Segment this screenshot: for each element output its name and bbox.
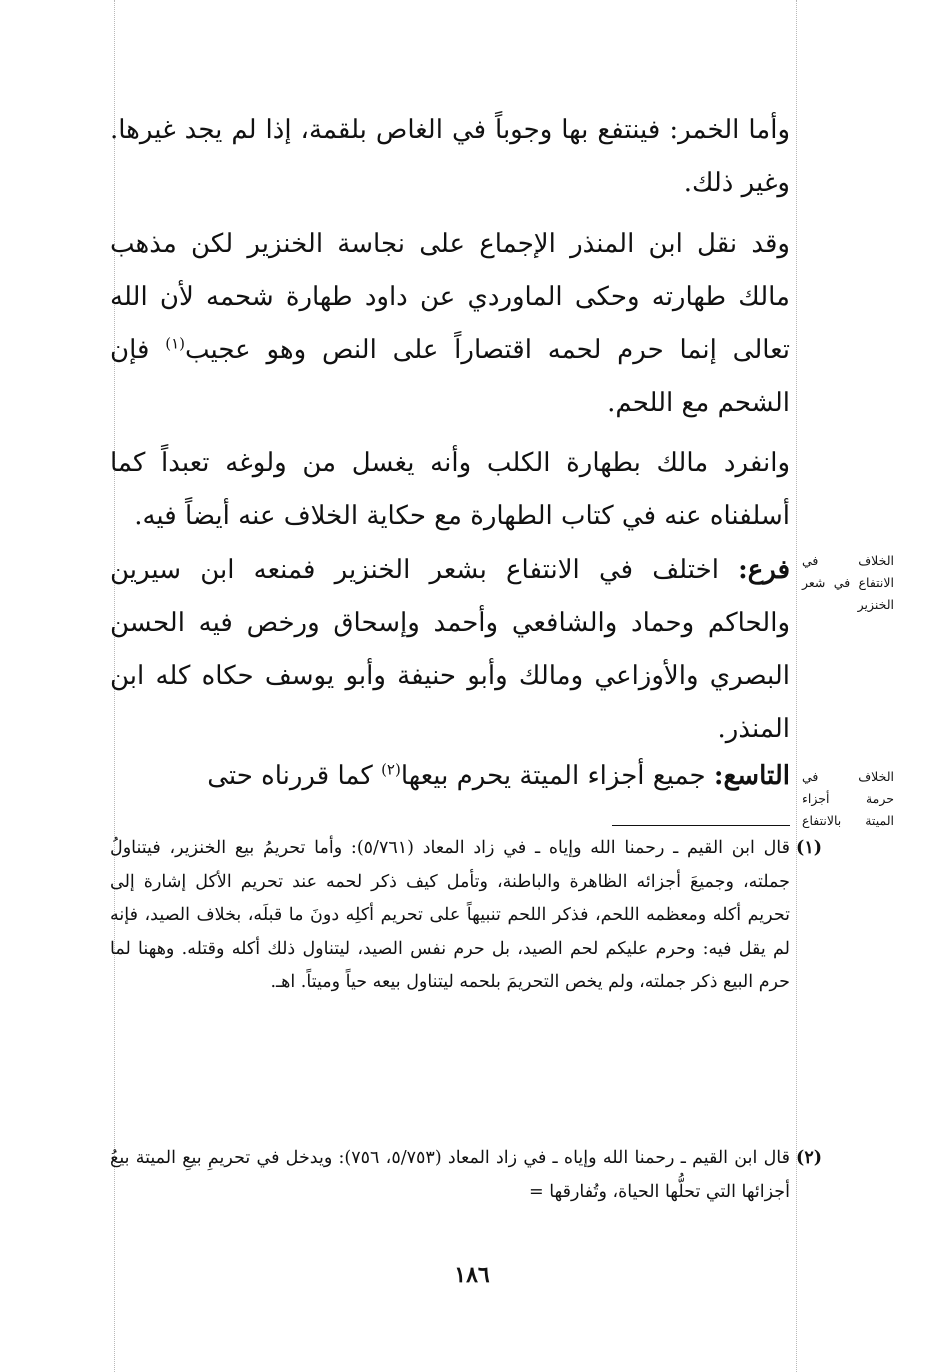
paragraph-ninth (110, 750, 790, 803)
paragraph-far-pig-hair (110, 544, 790, 756)
footnote-number: (١) (796, 838, 822, 858)
margin-note-line: الميتة بالانتفاع (802, 813, 894, 828)
margin-note-line: الخنزير (857, 597, 894, 612)
footnote-ref-2[interactable]: (٢) (381, 760, 401, 779)
paragraph-lead: التاسع: (713, 761, 790, 791)
footnote-1 (110, 832, 822, 1000)
margin-note-line: الخلاف في (802, 769, 894, 784)
footnote-ref-1[interactable]: (١) (165, 334, 186, 353)
paragraph-text (110, 750, 790, 803)
margin-note-pig-hair (802, 550, 894, 616)
paragraph-text: وانفرد مالك بطهارة الكلب وأنه يغسل من ولوغه تعبداً كما أسلفناه عنه في كتاب الطهارة مع حكاية الخلاف عنه أيضاً فيه. (110, 448, 790, 531)
margin-note-line: الانتفاع في شعر (802, 575, 894, 590)
paragraph-text (110, 544, 790, 756)
paragraph-text-before: وقد نقل ابن المنذر الإجماع على نجاسة الخنزير لكن مذهب مالك طهارته وحكى الماوردي عن داود طهارة شحمه لأن الله تعالى إنما حرم لحمه اقتصاراً على النص وهو عجيب (110, 229, 790, 365)
paragraph-body: اختلف في الانتفاع بشعر الخنزير فمنعه ابن سيرين والحاكم وحماد والشافعي وأحمد وإسحاق ورخص فيه الحسن البصري والأوزاعي ومالك وأبو حنيفة وأبو يوسف حكاه كله ابن المنذر. (110, 555, 791, 744)
footnote-text: قال ابن القيم ـ رحمنا الله وإياه ـ في زاد المعاد (٥/٧٦١): وأما تحريمُ بيع الخنزير، فيتناولُ جملته، وجميعَ أجزائه الظاهرة والباطنة، وتأمل كيف ذكر لحمه عند تحريم الأكل إشارة إلى تحريم أكله ومعظمه اللحم، فذكر اللحم تنبيهاً على تحريم أكلِه دونَ ما قبلَه، بخلاف الصيد، فإنه لم يقل فيه: وحرم عليكم لحم الصيد، بل حرم نفس الصيد، ليتناول ذلك أكله وقتله. وههنا لما حرم البيع ذكر جملته، ولم يخص التحريمَ بلحمه ليتناول بيعه حياً وميتاً. اهـ. (110, 838, 791, 992)
footnote-2 (110, 1142, 822, 1209)
paragraph-text-after: كما قررناه حتى (207, 761, 382, 791)
paragraph-text-after: فإن الشحم مع اللحم. (110, 335, 790, 418)
footnote-text: قال ابن القيم ـ رحمنا الله وإياه ـ في زاد المعاد (٥/٧٥٣، ٧٥٦): ويدخل في تحريمِ بيعِ الميتة بيعُ أجزائها التي تحلُّها الحياة، وتُفارقها = (110, 1148, 790, 1202)
paragraph-text (110, 218, 790, 430)
footnote-number: (٢) (796, 1148, 822, 1168)
paragraph-text: وأما الخمر: فينتفع بها وجوباً في الغاص بلقمة، إذا لم يجد غيرها. وغير ذلك. (110, 115, 790, 198)
paragraph-ibn-almundhir (110, 218, 790, 430)
margin-note-line: الخلاف في (802, 553, 894, 568)
page-number: ١٨٦ (454, 1262, 490, 1288)
footnote-separator (612, 825, 790, 826)
margin-note-line: حرمة أجزاء (802, 791, 894, 806)
paragraph-malik-dog (110, 437, 790, 543)
paragraph-khamr (110, 104, 790, 210)
paragraph-lead: فرع: (738, 555, 790, 585)
paragraph-text-before: جميع أجزاء الميتة يحرم بيعها (400, 761, 714, 791)
margin-note-carrion-parts (802, 766, 894, 832)
